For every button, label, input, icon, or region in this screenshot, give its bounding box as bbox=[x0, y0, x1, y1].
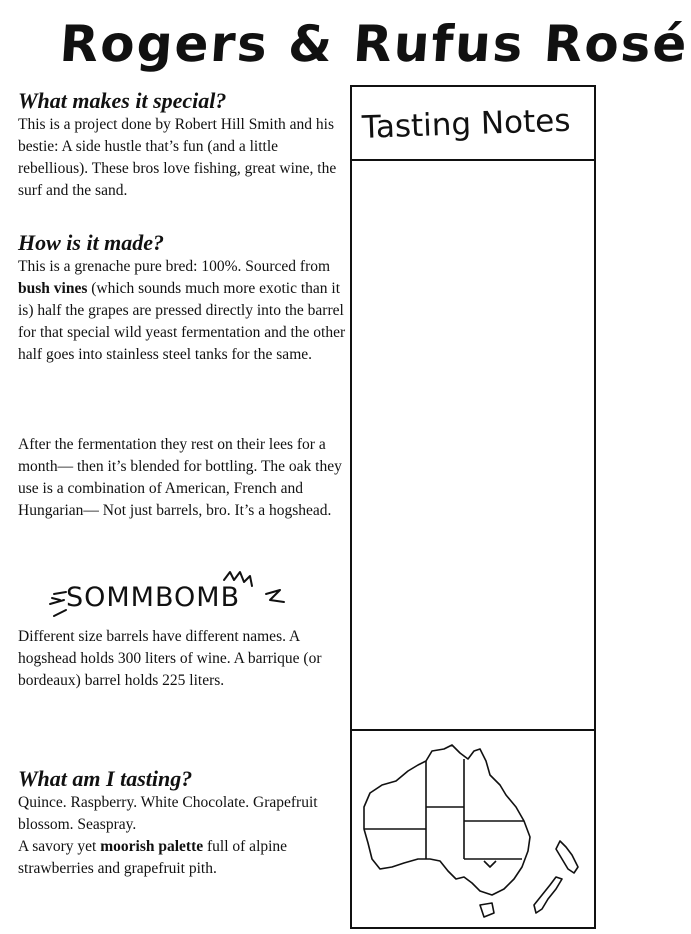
tasting-notes-box bbox=[350, 85, 596, 929]
sommbomb-body: Different size barrels have different names. A hogshead holds 300 liters of wine. A barrique (or bordeaux) barrel holds 225 liters. bbox=[18, 628, 322, 689]
page-title: Rogers & Rufus Rosé bbox=[57, 15, 691, 73]
body-text-part: full of alpine strawberries and grapefruit pith. bbox=[18, 838, 288, 877]
section-body bbox=[18, 836, 350, 880]
australia-map-icon bbox=[356, 737, 592, 923]
body-text-part: A savory yet bbox=[18, 838, 101, 855]
sommbomb-callout bbox=[44, 570, 290, 626]
section-heading: What makes it special? bbox=[18, 88, 227, 113]
section-body: Quince. Raspberry. White Chocolate. Grapefruit blossom. Seaspray. bbox=[18, 794, 318, 833]
body-text-part: This is a grenache pure bred: 100%. Sourced from bbox=[18, 258, 331, 275]
tasting-notes-header bbox=[352, 87, 594, 161]
bold-phrase: moorish palette bbox=[100, 838, 204, 855]
body-text-part: (which sounds much more exotic than it is) half the grapes are pressed directly into the barrel for that special wild yeast fermentation and the other half goes into stainless steel tanks for the same. bbox=[18, 280, 346, 363]
section-body-fermentation: After the fermentation they rest on their lees for a month— then it’s blended for bottling. The oak they use is a combination of American, French and Hungarian— Not just barrels, bro. It’s a hogshead. bbox=[18, 436, 342, 519]
section-special bbox=[18, 88, 350, 202]
map-divider bbox=[352, 729, 594, 731]
section-how-made bbox=[18, 230, 350, 366]
sommbomb-label: SOMMBOMB bbox=[66, 582, 241, 613]
section-body bbox=[18, 256, 350, 366]
bold-phrase: bush vines bbox=[18, 280, 88, 297]
section-tasting bbox=[18, 766, 350, 880]
section-heading: How is it made? bbox=[18, 230, 165, 255]
tasting-notes-title: Tasting Notes bbox=[361, 102, 572, 146]
section-heading: What am I tasting? bbox=[18, 766, 193, 791]
section-body: This is a project done by Robert Hill Smith and his bestie: A side hustle that’s fun (and a little rebellious). These bros love fishing, great wine, the surf and the sand. bbox=[18, 116, 337, 199]
